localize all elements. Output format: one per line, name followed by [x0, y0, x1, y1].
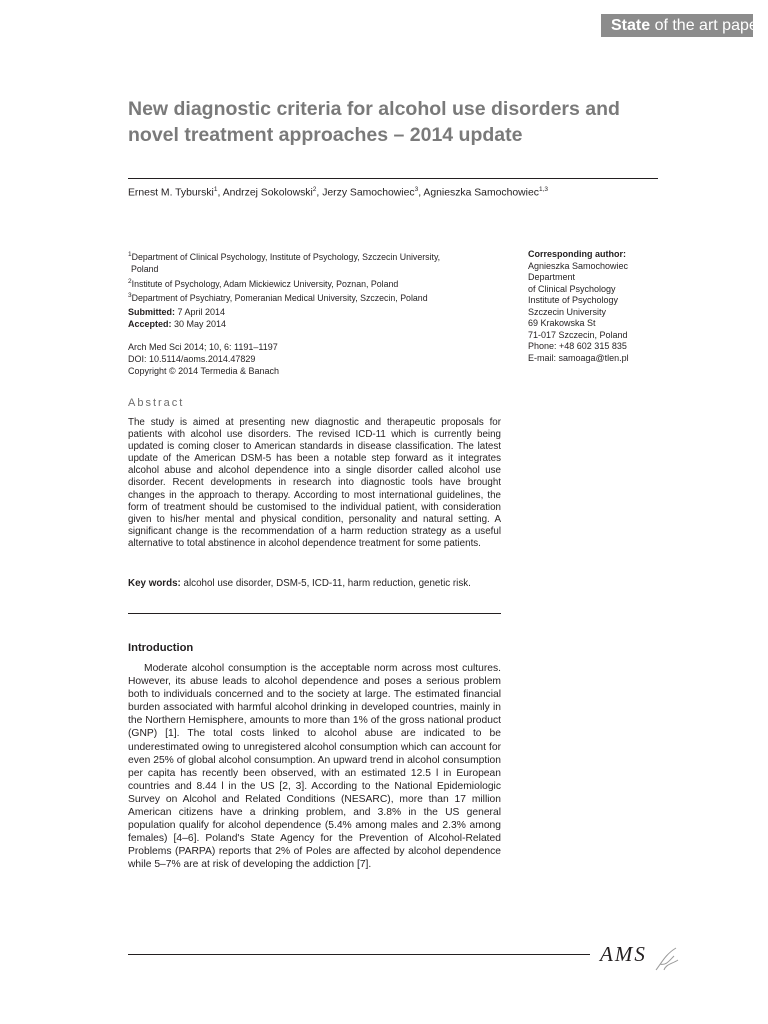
- submitted-label: Submitted:: [128, 307, 175, 317]
- author-affiliation-marker: 1,3: [538, 186, 548, 193]
- author-affiliation-marker: 3: [414, 186, 419, 193]
- introduction-text: Moderate alcohol consumption is the acceptable norm across most cultures. However, its abuse leads to alcohol dependence and poses a serious problem both to individuals concerned and to the society at large. The estimated financial burden associated with harmful alcohol drinking in developed countries, mainly in the Northern Hemisphere, amounts to more than 1% of the gross national product (GNP) [1]. The total costs linked to alcohol abuse are indicated to be underestimated owing to unregistered alcohol consumption which can account for even 25% of global alcohol consumption. An upward trend in alcohol consumption per capita has recently been observed, with an estimated 12.5 l in European countries and 8.44 l in the US [2, 3]. According to the National Epidemiologic Survey on Alcohol and Related Conditions (NESARC), more than 17 million American citizens have a drinking problem, and 3.8% in the US general population qualify for alcohol dependence (5.4% among males and 2.3% among females) [4–6]. Poland's State Agency for the Prevention of Alcohol-Related Problems (PARPA) reports that 2% of Poles are affected by alcohol dependence while 5–7% are at risk of developing the addiction [7].: [128, 663, 501, 871]
- corresponding-line: Institute of Psychology: [528, 295, 619, 305]
- affiliation-text: Institute of Psychology, Adam Mickiewicz University, Poznan, Poland: [131, 278, 399, 289]
- article-dates: [128, 307, 226, 331]
- accepted-label: Accepted:: [128, 318, 172, 329]
- logo-swirl-icon: [652, 944, 680, 974]
- author-name: Jerzy Samochowiec: [322, 187, 415, 199]
- section-label-bold: State: [611, 17, 651, 34]
- corresponding-line: 71-017 Szczecin, Poland: [528, 329, 628, 340]
- submitted-value: 7 April 2014: [177, 307, 226, 317]
- affiliation: [128, 276, 488, 291]
- affiliation: [128, 249, 488, 264]
- affiliation-marker: 3: [128, 292, 132, 300]
- author-affiliation-marker: 2: [312, 186, 317, 193]
- corresponding-author: [528, 249, 668, 364]
- affiliation: [128, 290, 488, 305]
- introduction-heading: Introduction: [128, 642, 194, 654]
- footer-divider: [128, 954, 590, 955]
- keywords-value: alcohol use disorder, DSM-5, ICD-11, harm reduction, genetic risk.: [183, 578, 471, 589]
- affiliation-marker: 1: [128, 251, 132, 258]
- author-name: Andrzej Sokolowski: [222, 187, 313, 199]
- corresponding-line: of Clinical Psychology: [528, 283, 616, 294]
- submitted-date: [128, 307, 226, 319]
- affiliation-marker: 2: [128, 277, 132, 285]
- affiliation-text: Poland: [131, 263, 159, 274]
- author-list: Ernest M. Tyburski$^1$, Andrzej Sokolowski$^2$, Jerzy Samochowiec$^3$, Agnieszka Samochowiec$^{1,3}$: [128, 186, 548, 199]
- accepted-value: 30 May 2014: [174, 318, 227, 329]
- title-divider: [128, 178, 658, 179]
- corresponding-line: Agnieszka Samochowiec: [528, 260, 629, 271]
- author-name: Ernest M. Tyburski: [128, 187, 214, 199]
- accepted-date: [128, 319, 226, 331]
- corresponding-author-label: Corresponding author:: [528, 249, 626, 259]
- corresponding-email: E-mail: samoaga@tlen.pl: [528, 352, 629, 363]
- author-name: Agnieszka Samochowiec: [423, 187, 539, 199]
- author-affiliation-marker: 1: [213, 186, 218, 193]
- journal-logo: AMS: [600, 942, 647, 966]
- affiliation: [128, 264, 488, 276]
- copyright: Copyright © 2014 Termedia & Banach: [128, 365, 280, 376]
- journal-citation: Arch Med Sci 2014; 10, 6: 1191–1197: [128, 342, 278, 352]
- abstract-text: The study is aimed at presenting new diagnostic and therapeutic proposals for patients with alcohol use disorders. The revised ICD-11 which is currently being updated is coming closer to American standards in disease classification. The latest update of the American DSM-5 has been a notable step forward as it integrates alcohol abuse and alcohol dependence into a single disorder called alcohol use disorder. Recent developments in research into diagnostic tools have brought changes in the approach to therapy. According to most international guidelines, the form of treatment should be customised to the individual patient, with consideration given to his/her mental and physical condition, personality and natural setting. A significant change is the recommendation of a harm reduction strategy as a useful alternative to total abstinence in alcohol dependence treatment for some patients.: [128, 417, 501, 549]
- article-title: New diagnostic criteria for alcohol use disorders and novel treatment approaches – 2014 update: [128, 98, 620, 146]
- abstract-heading: Abstract: [128, 397, 185, 409]
- affiliation-text: Department of Psychiatry, Pomeranian Medical University, Szczecin, Poland: [131, 293, 428, 304]
- keywords: [128, 578, 501, 590]
- section-label: [601, 14, 764, 37]
- citation-block: [128, 342, 279, 377]
- corresponding-line: Phone: +48 602 315 835: [528, 341, 627, 351]
- corresponding-line: 69 Krakowska St: [528, 318, 596, 328]
- abstract-divider: [128, 613, 501, 614]
- section-label-rest: of the art paper: [650, 17, 764, 34]
- corresponding-line: Department: [528, 272, 576, 282]
- keywords-label: Key words:: [128, 578, 181, 589]
- corresponding-line: Szczecin University: [528, 306, 607, 317]
- affiliation-text: Department of Clinical Psychology, Institute of Psychology, Szczecin University,: [131, 251, 441, 262]
- doi: DOI: 10.5114/aoms.2014.47829: [128, 353, 256, 364]
- affiliations: [128, 249, 488, 305]
